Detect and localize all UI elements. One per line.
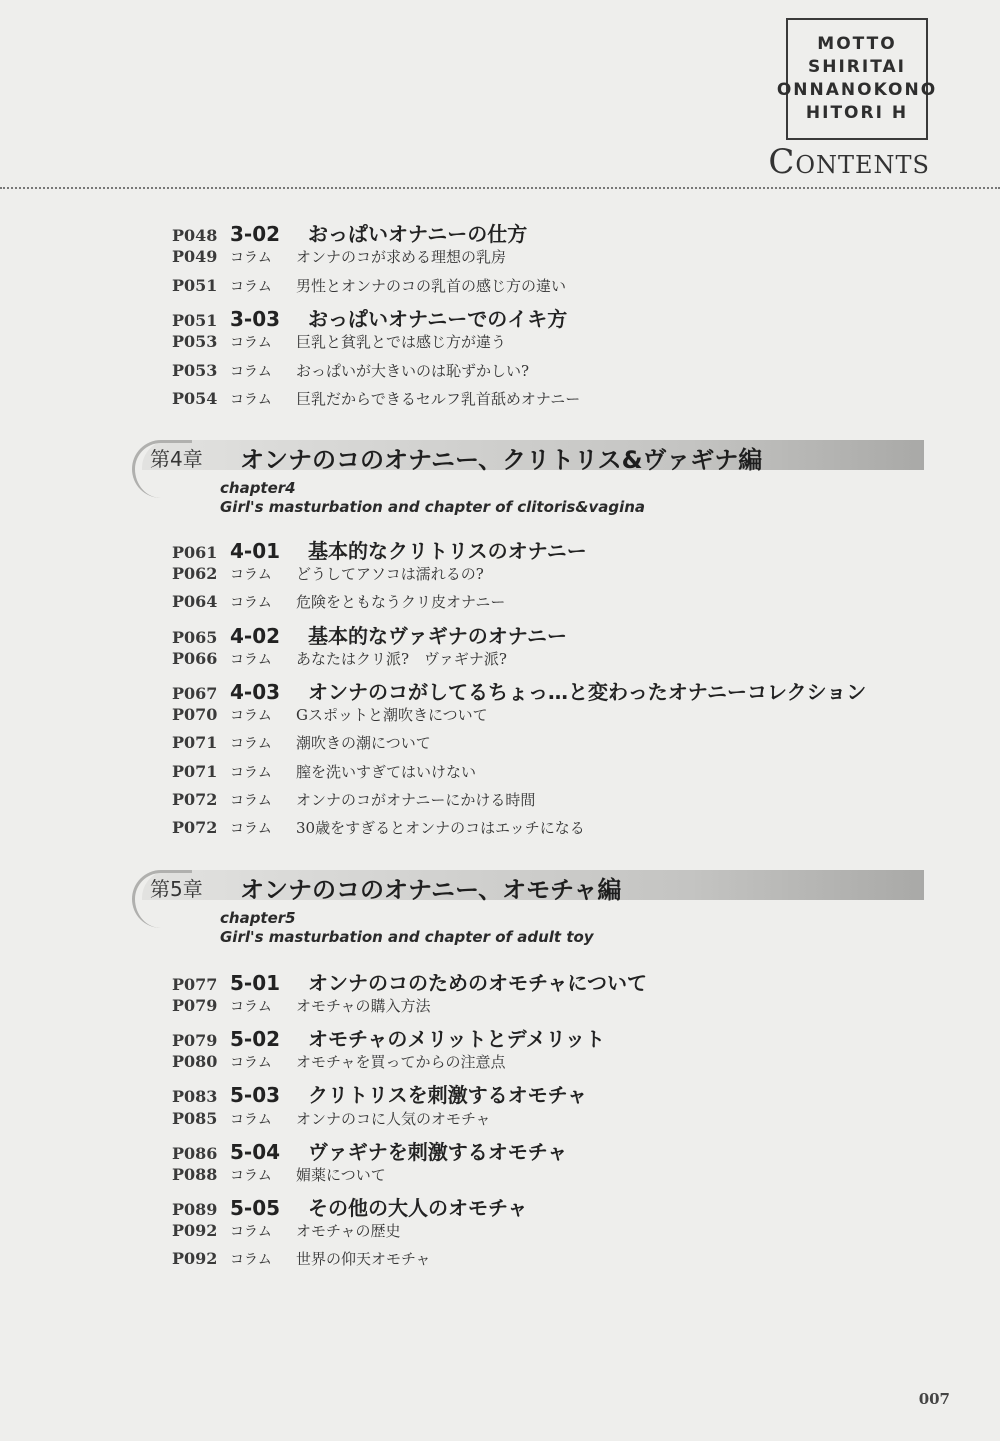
toc-column-entry [172, 1248, 431, 1269]
toc-column-entry [172, 817, 585, 838]
toc-section-entry [172, 535, 587, 564]
entry-title: 媚薬について [296, 1165, 386, 1184]
toc-section-entry [172, 1079, 587, 1108]
entry-title: その他の大人のオモチャ [308, 1195, 528, 1220]
entry-page: P062 [172, 564, 218, 584]
entry-number: 3-02 [230, 222, 281, 246]
entry-number: コラム [230, 1167, 272, 1184]
entry-page: P080 [172, 1052, 218, 1072]
entry-number: 4-02 [230, 623, 281, 648]
chapter-subtitle-english: Girl's masturbation and chapter of clitoris&vagina [220, 498, 646, 516]
entry-number: コラム [230, 651, 272, 668]
entry-number: コラム [230, 736, 272, 753]
entry-number: 4-03 [230, 680, 281, 704]
toc-column-entry [172, 1108, 491, 1129]
entry-title: オンナのコが求める理想の乳房 [296, 248, 507, 267]
entry-title: 世界の仰天オモチャ [296, 1250, 431, 1268]
entry-page: P051 [172, 275, 218, 295]
header-divider [0, 187, 1000, 189]
entry-number: コラム [230, 708, 272, 725]
entry-page: P071 [172, 733, 218, 753]
chapter-subtitle [220, 909, 594, 947]
entry-page: P051 [172, 310, 218, 330]
entry-number: コラム [230, 278, 272, 295]
entry-title: 男性とオンナのコの乳首の感じ方の違い [296, 276, 567, 295]
entry-number: 5-04 [230, 1139, 281, 1164]
entry-page: P065 [172, 627, 218, 647]
entry-page: P086 [172, 1143, 218, 1163]
entry-title: おっぱいオナニーの仕方 [308, 222, 528, 246]
entry-number: コラム [230, 363, 272, 380]
series-logo [776, 18, 938, 140]
toc-column-entry [172, 1164, 386, 1185]
contents-heading: Contents [768, 142, 930, 182]
entry-number: 4-01 [230, 539, 281, 563]
toc-column-entry [172, 591, 505, 612]
toc-column-entry [172, 1051, 506, 1072]
entry-number: コラム [230, 1252, 272, 1268]
entry-page: P072 [172, 818, 218, 837]
entry-number: コラム [230, 1055, 272, 1072]
entry-number: コラム [230, 1223, 272, 1240]
entry-number: コラム [230, 250, 272, 267]
entry-page: P089 [172, 1199, 218, 1219]
entry-number: コラム [230, 391, 272, 408]
entry-title: オモチャの購入方法 [296, 997, 431, 1016]
toc-column-entry [172, 388, 580, 409]
entry-number: コラム [230, 335, 272, 352]
entry-number: コラム [230, 792, 272, 809]
entry-number: コラム [230, 1111, 272, 1128]
entry-page: P085 [172, 1108, 218, 1128]
toc-section-entry [172, 967, 647, 996]
entry-number: 5-05 [230, 1195, 281, 1220]
entry-title: おっぱいが大きいのは恥ずかしい? [296, 361, 530, 380]
entry-page: P066 [172, 648, 218, 668]
entry-title: 30歳をすぎるとオンナのコはエッチになる [296, 819, 585, 837]
entry-title: オンナのコのためのオモチャについて [308, 971, 647, 995]
entry-title: 巨乳だからできるセルフ乳首舐めオナニー [296, 389, 581, 408]
toc-column-entry [172, 275, 566, 296]
toc-section-entry [172, 303, 567, 332]
chapter-subtitle-english: Girl's masturbation and chapter of adult toy [220, 928, 594, 946]
entry-title: 巨乳と貧乳とでは感じ方が違う [296, 333, 507, 352]
toc-section-entry [172, 218, 527, 247]
entry-title: Gスポットと潮吹きについて [296, 706, 488, 725]
toc-column-entry [172, 563, 484, 584]
toc-column-entry [172, 360, 529, 381]
logo-line: HITORI H [805, 103, 909, 123]
entry-title: クリトリスを刺激するオモチャ [308, 1083, 587, 1108]
entry-page: P048 [172, 226, 218, 245]
entry-title: オンナのコがしてるちょっ…と変わったオナニーコレクション [308, 680, 867, 704]
entry-number: コラム [230, 821, 272, 837]
entry-page: P053 [172, 360, 218, 380]
toc-column-entry [172, 246, 506, 267]
entry-title: どうしてアソコは濡れるの? [296, 565, 484, 584]
entry-title: オンナのコに人気のオモチャ [296, 1109, 491, 1128]
entry-page: P088 [172, 1164, 218, 1184]
entry-page: P071 [172, 761, 218, 781]
toc-column-entry [172, 789, 535, 810]
toc-section-entry [172, 1136, 567, 1165]
entry-number: コラム [230, 595, 272, 612]
entry-title: オモチャのメリットとデメリット [308, 1027, 605, 1052]
logo-line: SHIRITAI [808, 57, 906, 77]
chapter-subtitle [220, 479, 645, 517]
logo-line: ONNANOKONO [776, 80, 938, 100]
entry-title: 潮吹きの潮について [296, 734, 431, 753]
entry-page: P061 [172, 543, 218, 562]
entry-number: コラム [230, 764, 272, 781]
toc-column-entry [172, 331, 506, 352]
chapter-title: オンナのコのオナニー、オモチャ編 [240, 876, 622, 904]
entry-title: 危険をともなうクリ皮オナニー [296, 593, 506, 612]
toc-column-entry [172, 648, 507, 669]
entry-number: 5-02 [230, 1027, 281, 1052]
entry-page: P053 [172, 332, 218, 352]
entry-page: P064 [172, 592, 218, 612]
toc-column-entry [172, 704, 488, 725]
toc-column-entry [172, 1220, 401, 1241]
entry-page: P070 [172, 705, 218, 725]
entry-title: オンナのコがオナニーにかける時間 [296, 790, 536, 809]
entry-number: 5-03 [230, 1083, 281, 1108]
toc-section-entry [172, 1023, 605, 1052]
chapter-title: オンナのコのオナニー、クリトリス&ヴァギナ編 [240, 446, 763, 474]
entry-page: P077 [172, 975, 218, 994]
entry-title: オモチャの歴史 [296, 1221, 401, 1240]
entry-title: オモチャを買ってからの注意点 [296, 1053, 506, 1072]
entry-title: あなたはクリ派? ヴァギナ派? [296, 649, 507, 668]
entry-title: 膣を洗いすぎてはいけない [296, 762, 477, 781]
entry-page: P067 [172, 684, 218, 703]
page-number: 007 [918, 1390, 950, 1408]
chapter-subtitle-number: chapter4 [220, 479, 296, 497]
entry-title: 基本的なクリトリスのオナニー [308, 539, 587, 563]
entry-title: 基本的なヴァギナのオナニー [308, 623, 567, 648]
entry-number: コラム [230, 999, 272, 1016]
entry-page: P092 [172, 1220, 218, 1240]
toc-section-entry [172, 620, 567, 649]
entry-page: P079 [172, 1031, 218, 1051]
entry-title: おっぱいオナニーでのイキ方 [308, 306, 568, 331]
entry-page: P054 [172, 388, 218, 408]
toc-column-entry [172, 732, 431, 753]
toc-section-entry [172, 1192, 527, 1221]
entry-number: 5-01 [230, 971, 281, 995]
toc-column-entry [172, 761, 476, 782]
chapter-label: 第5章 [150, 877, 203, 901]
entry-number: コラム [230, 567, 272, 584]
entry-page: P079 [172, 996, 218, 1016]
entry-title: ヴァギナを刺激するオモチャ [308, 1139, 568, 1164]
entry-page: P072 [172, 789, 218, 809]
logo-line: MOTTO [817, 34, 897, 54]
entry-page: P092 [172, 1249, 218, 1268]
entry-page: P049 [172, 247, 218, 267]
chapter-subtitle-number: chapter5 [220, 909, 296, 927]
toc-section-entry [172, 676, 866, 705]
toc-column-entry [172, 995, 431, 1016]
entry-page: P083 [172, 1087, 218, 1107]
chapter-label: 第4章 [150, 447, 203, 471]
entry-number: 3-03 [230, 306, 281, 331]
